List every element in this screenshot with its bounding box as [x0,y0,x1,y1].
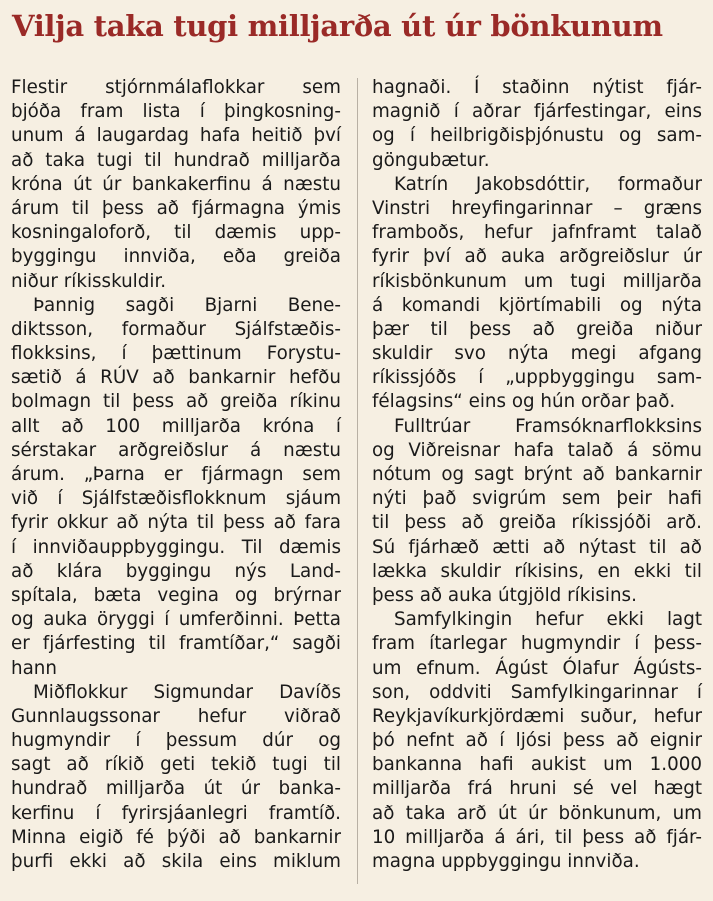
article-text-line: magna uppbyggingu innviða. [372,851,640,872]
article-text-line: hundrað milljarða út úr banka- [11,778,341,800]
article-text-line: allt að 100 milljarða króna í [11,415,341,437]
article-text-line: að taka tugi til hundrað milljarða [11,149,341,171]
article-text-line: þurfi ekki að skila eins miklum [11,851,341,872]
article-text-line: félagsins“ eins og hún orðar það. [372,391,676,413]
article-text-line: ríkisbönkunum um tugi milljarða [372,270,702,292]
article-text-line: Flestir stjórnmálaflokkar sem [11,77,341,98]
column-divider [357,78,358,884]
article-text-line: þær til þess að greiða niður [372,318,702,340]
article-text-line: kerfinu í fyrirsjáanlegri framtíð. [11,802,341,824]
article-text-line: byggingu innviða, eða greiða [11,246,341,268]
article-text-line: þess að auka útgjöld ríkisins. [372,584,637,606]
article-text-line: unum á laugardag hafa heitið því [11,125,341,147]
article-text-line: til þess að greiða ríkissjóði arð. [372,512,702,534]
article-text-line: að taka arð út úr bönkunum, um [372,802,702,824]
article-text-line: Sú fjárhæð ætti að nýtast til að [372,536,702,558]
article-text-line: göngubætur. [372,149,490,171]
article-text-line: í innviðauppbyggingu. Til dæmis [11,536,341,558]
article-text-line: og Viðreisnar hafa talað á sömu [372,439,702,461]
article-text-line: Miðflokkur Sigmundar Davíðs [33,681,341,703]
article-text-line: nótum og sagt brýnt að bankarnir [372,464,702,485]
article-text-line: 10 milljarða á ári, til þess að fjár- [372,826,702,848]
article-text-line: Minna eigið fé þýði að bankarnir [11,826,341,848]
article-text-line: diktsson, formaður Sjálfstæðis- [11,318,341,340]
article-text-line: árum. „Þarna er fjármagn sem [11,464,341,485]
article-text-line: árum til þess að fjármagna ýmis [11,197,341,219]
article-text-line: á komandi kjörtímabili og nýta [372,294,702,316]
article-text-line: við í Sjálfstæðisflokknum sjáum [11,488,341,510]
article-text-line: króna út úr bankakerfinu á næstu [11,173,341,195]
article-text-line: Reykjavíkurkjördæmi suður, hefur [372,705,702,727]
article-text-line: Fulltrúar Framsóknarflokksins [394,415,702,437]
article-text-line: sérstakar arðgreiðslur á næstu [11,439,341,461]
article-text-line: bolmagn til þess að greiða ríkinu [11,391,341,413]
article-text-line: niður ríkisskuldir. [11,270,167,292]
article-text-line: sagt að ríkið geti tekið tugi til [11,754,341,776]
article-text-line: þó nefnt að í ljósi þess að eignir [372,730,702,752]
article-text-line: Þannig sagði Bjarni Bene- [33,294,341,316]
article-text-line: Katrín Jakobsdóttir, formaður [394,173,702,195]
article-text-line: og auka öryggi í umferðinni. Þetta [11,609,341,631]
article-headline: Vilja taka tugi milljarða út úr bönkunum [12,9,663,43]
article-text-line: framboðs, hefur jafnframt talað [372,222,702,244]
article-text-line: að klára byggingu nýs Land- [11,560,341,582]
article-text-line: hagnaði. Í staðinn nýtist fjár- [372,77,702,98]
article-text-line: Vinstri hreyfingarinnar – græns [372,197,702,219]
article-text-line: ríkissjóðs í „uppbyggingu sam- [372,367,702,389]
article-text-line: Samfylkingin hefur ekki lagt [394,609,702,631]
article-text-line: milljarða frá hruni sé vel hægt [372,778,702,800]
article-column-right [372,76,702,874]
article-text-line: son, oddviti Samfylkingarinnar í [372,681,702,703]
article-text-line: skuldir svo nýta megi afgang [372,343,702,365]
article-text-line: Gunnlaugssonar hefur viðrað [11,705,341,727]
article-text-line: lækka skuldir ríkisins, en ekki til [372,560,702,582]
article-text-line: magnið í aðrar fjárfestingar, eins [372,101,702,123]
article-text-line: bankanna hafi aukist um 1.000 [372,754,702,776]
article-text-line: fyrir okkur að nýta til þess að fara [11,512,341,534]
article-text-line: hann [11,657,57,679]
article-text-line: nýti það svigrúm sem þeir hafi [372,488,702,510]
article-text-line: fram ítarlegar hugmyndir í þess- [372,633,702,655]
article-text-line: sætið á RÚV að bankarnir hefðu [11,367,341,389]
article-text-line: um efnum. Ágúst Ólafur Ágústs- [372,657,702,679]
article-text-line: spítala, bæta vegina og brýrnar [11,584,341,606]
article-text-line: fyrir því að auka arðgreiðslur úr [372,246,702,268]
article-text-line: bjóða fram lista í þingkosning- [11,101,341,123]
article-text-line: og í heilbrigðisþjónustu og sam- [372,125,702,147]
article-column-left [11,76,341,874]
article-text-line: kosningaloforð, til dæmis upp- [11,222,341,244]
article-text-line: hugmyndir í þessum dúr og [11,730,341,752]
article-text-line: er fjárfesting til framtíðar,“ sagði [11,633,341,655]
article-text-line: flokksins, í þættinum Forystu- [11,343,341,365]
